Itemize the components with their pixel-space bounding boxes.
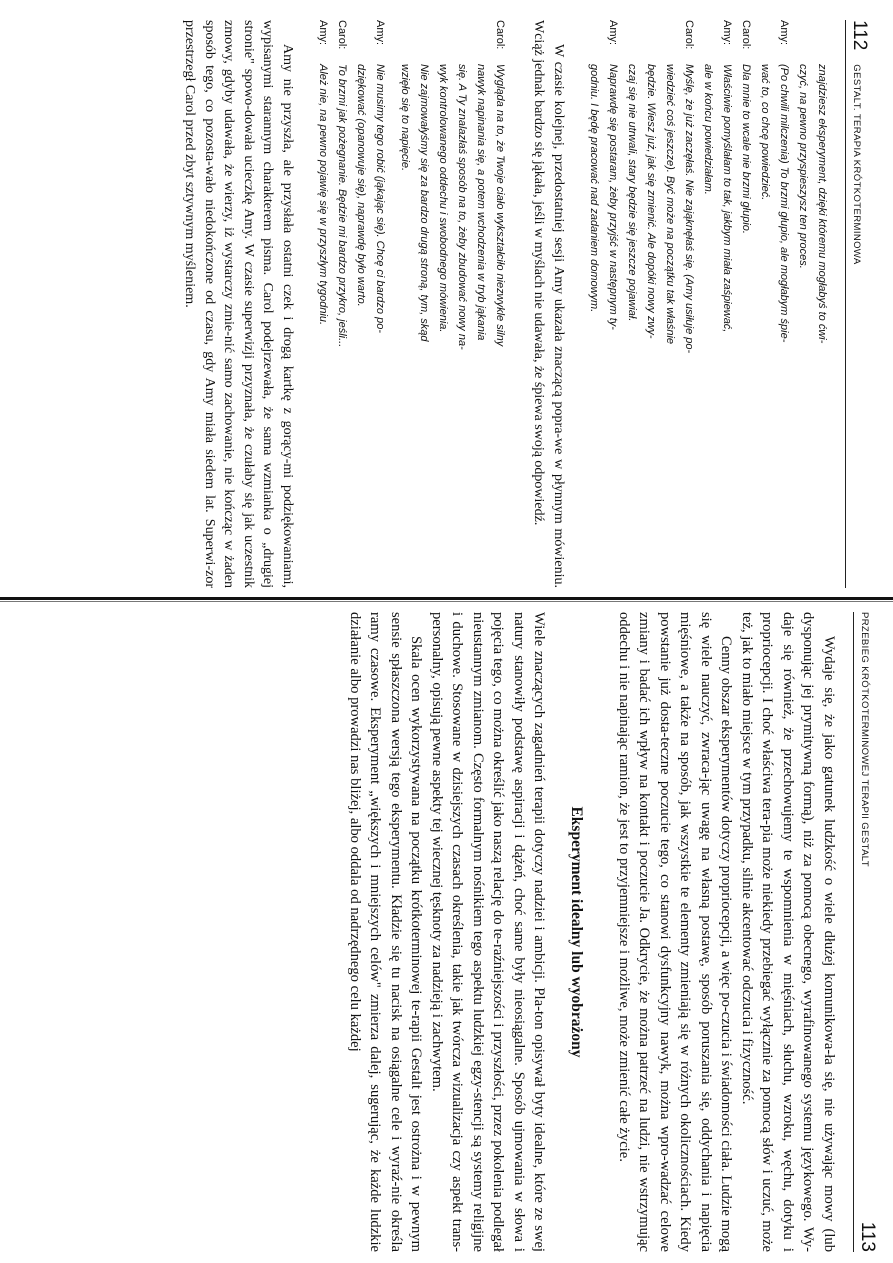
page-divider	[0, 594, 893, 604]
dialogue-line: wyk kontrolowanego oddechu i swobodnego mówienia.	[437, 64, 449, 333]
dialogue-line: czyć, na pewno przyspieszysz ten proces.	[797, 64, 809, 269]
dialogue-line: czaj się nie utrwali, stary będzie się jeszcze pojawiał.	[626, 64, 638, 322]
speaker-label: Carol:	[683, 20, 695, 50]
running-head-112	[845, 20, 870, 588]
dialogue-line: wiedzieć coś jeszcze). Być może na początku tak właśnie	[664, 64, 676, 345]
speaker-label: Amy:	[778, 20, 790, 46]
page-number-112: 112	[849, 20, 870, 51]
paragraph-113-3: Wiele znaczących zagadnień terapii dotyczy nadziei i ambicji. Pla-ton opisywał byty idealne, które ze swej natury stanowiły podstawę aspiracji i dążeń, choć same były nieosiągalne. Sposób ujmowania w słowa i pojęcia tego, co można określić jako naszą relację do te-raźniejszości i przyszłości, przez pokolenia podlegał nieustannym zmianom. Często formalnym nośnikiem tego aspektu ludzkiej egzy-stencji są systemy religijne i duchowe. Stosowane w dzisiejszych czasach określenia, takie jak twórcza wizualizacja czy aspekt trans-personalny, opisują pewne aspekty tej wiecznej tęsknoty za nadzieją i zachwytem.	[429, 612, 548, 1252]
dialogue-middle	[395, 20, 509, 588]
dialogue-bottom	[313, 20, 389, 588]
dialogue-line: Carol: To brzmi jak pożegnanie. Będzie mi bardzo przykro, jeśli...	[332, 20, 351, 588]
dialogue-line: Nie zajmowałyśmy się za bardzo drugą stroną, tym, skąd	[418, 64, 430, 342]
dialogue-line: Carol: Dla mnie to wcale nie brzmi głupio.	[736, 20, 755, 588]
dialogue-line: ale w końcu powiedziałam.	[702, 64, 714, 195]
dialogue-line: Amy: Naprawdę się postaram, żeby przyjść w następnym ty-	[603, 20, 622, 588]
dialogue-line: Carol: Wygląda na to, że Twoje ciało wykształciło niezwykle silny	[490, 20, 509, 588]
dialogue-line: znajdziesz eksperyment, dzięki któremu mogłabyś to ćwi-	[816, 64, 828, 344]
dialogue-line: dziękować (opanowuje się), naprawdę było warto.	[355, 64, 367, 307]
dialogue-line: Carol: Myślę, że już zaczęłaś. Nie zająknęłaś się. (Amy usiłuje po-	[679, 20, 698, 588]
running-head-113	[853, 612, 878, 1252]
dialogue-top	[584, 20, 831, 588]
speaker-label: Amy:	[317, 20, 329, 46]
page-112	[30, 20, 870, 588]
speaker-label: Carol:	[494, 20, 506, 50]
dialogue-line: Amy: Nie musimy tego robić (jąkając się). Chcę ci bardzo po-	[370, 20, 389, 588]
dialogue-line: Amy: Ależ nie, na pewno pojawię się w przyszłym tygodniu.	[313, 20, 332, 588]
paragraph-113-1: Wydaje się, że jako gatunek ludzkość o wiele dłużej komunikowa-ła się, nie używając mowy (lub dysponując jej prymitywną formą), niż za pomocą obecnego, wyrafinowanego systemu językowego. Wy-daje się również, że przechowujemy te wspomnienia w mięśniach, słuchu, wzroku, węchu, dotyku i propriocepcji. I choć właściwa tera-pia może niekiedy przebiegać wyłącznie za pomocą słów i uczuć, może też, jak to miało miejsce w tym przypadku, silnie akcentować odczucia i fizyczność.	[739, 612, 837, 1252]
speaker-label: Amy:	[607, 20, 619, 46]
dialogue-line: Amy: Właściwie pomyślałam to tak, jakbym miała zaśpiewać,	[717, 20, 736, 588]
speaker-label: Carol:	[740, 20, 752, 50]
section-heading: Eksperyment idealny lub wyobrażony	[568, 806, 586, 1058]
speaker-label: Amy:	[374, 20, 386, 46]
dialogue-line: godniu. I będę pracować nad zadaniem domowym.	[588, 64, 600, 313]
dialogue-line: Amy: (Po chwili milczenia) To brzmi głupio, ale mogłabym śpie-	[774, 20, 793, 588]
running-head-text-113: PRZEBIEG KRÓTKOTERMINOWEJ TERAPII GESTALT	[859, 612, 870, 867]
dialogue-line: wać to, co chcę powiedzieć.	[759, 64, 771, 201]
page-112-content	[30, 20, 870, 588]
paragraph-113-4: Skala ocen wykorzystywana na początku krótkoterminowej te-rapii Gestalt jest ostrożna i w pewnym sensie spłaszczona wersją tego eksperymentu. Kładzie się tu nacisk na osiągalne cele i wyraź-nie określa ramy czasowe. Eksperyment „większych i mniejszych celów" zmierza dalej, sugerując, że każde ludzkie działanie albo prowadzi nas bliżej, albo oddala od nadrzędnego celu każdej	[347, 612, 425, 1252]
page-number-113: 113	[857, 1221, 878, 1252]
dialogue-line: się. A Ty znalazłaś sposób na to, żeby zbudować nowy na-	[456, 64, 468, 350]
paragraph-112-2: Amy nie przyszła, ale przysłała ostatni czek i drogą kartkę z gorący-mi podziękowaniami, wypisanymi starannym charakterem pisma. Carol podejrzewała, że sama wzmianka o „drugiej stronie" spowo-dowała ucieczkę Amy. W czasie superwizji przyznała, że czułaby się jak uczestnik zmowy, gdyby udawała, że wierzy, iż wystarczy zmie-nić samo zachowanie, nie kończąc w żaden sposób tego, co pozosta-wało niedokończone od czasu, gdy Amy miała siedem lat. Superwi-zor przestrzegł Carol przed zbyt sztywnym myśleniem.	[182, 20, 295, 588]
speaker-label: Amy:	[721, 20, 733, 46]
dialogue-line: nawyk napinania się, a potem wchodzenia w tryb jąkania	[475, 64, 487, 341]
paragraph-113-2: Cenny obszar eksperymentów dotyczy propriocepcji, a więc po-czucia i świadomości ciała. Ludzie mogą się wiele nauczyć, zwraca-jąc uwagę na własną postawę, sposób poruszania się, oddychania i napięcia mięśniowe, a także na sposób, jak wszystkie te elementy zmieniają się w różnych okolicznościach. Kiedy powstanie już dosta-teczne poczucie tego, co stanowi dysfunkcyjny nawyk, można wpro-wadzać celowe zmiany i badać ich wpływ na kontakt i poczucie Ja. Odkrycie, że można patrzeć na ludzi, nie wstrzymując oddechu i nie napinając ramion, że jest to przyjemniejsze i możliwe, może zmienić całe życie.	[616, 612, 735, 1252]
speaker-label: Carol:	[336, 20, 348, 50]
running-head-text-112: GESTALT. TERAPIA KRÓTKOTERMINOWA	[851, 64, 862, 265]
paragraph-112-1: W czasie kolejnej, przedostatniej sesji Amy ukazała znaczącą popra-we w płynnym mówieniu. Wciąż jednak bardzo się jąkała, jeśli w myślach nie udawała, że śpiewa swoją odpowiedź.	[531, 20, 566, 588]
dialogue-line: wzięło się to napięcie.	[399, 64, 411, 172]
dialogue-line: będzie. Wiesz już, jak się zmienić. Ale dopóki nowy zwy-	[645, 64, 657, 339]
page-113	[18, 612, 878, 1252]
page-113-content	[18, 612, 878, 1252]
